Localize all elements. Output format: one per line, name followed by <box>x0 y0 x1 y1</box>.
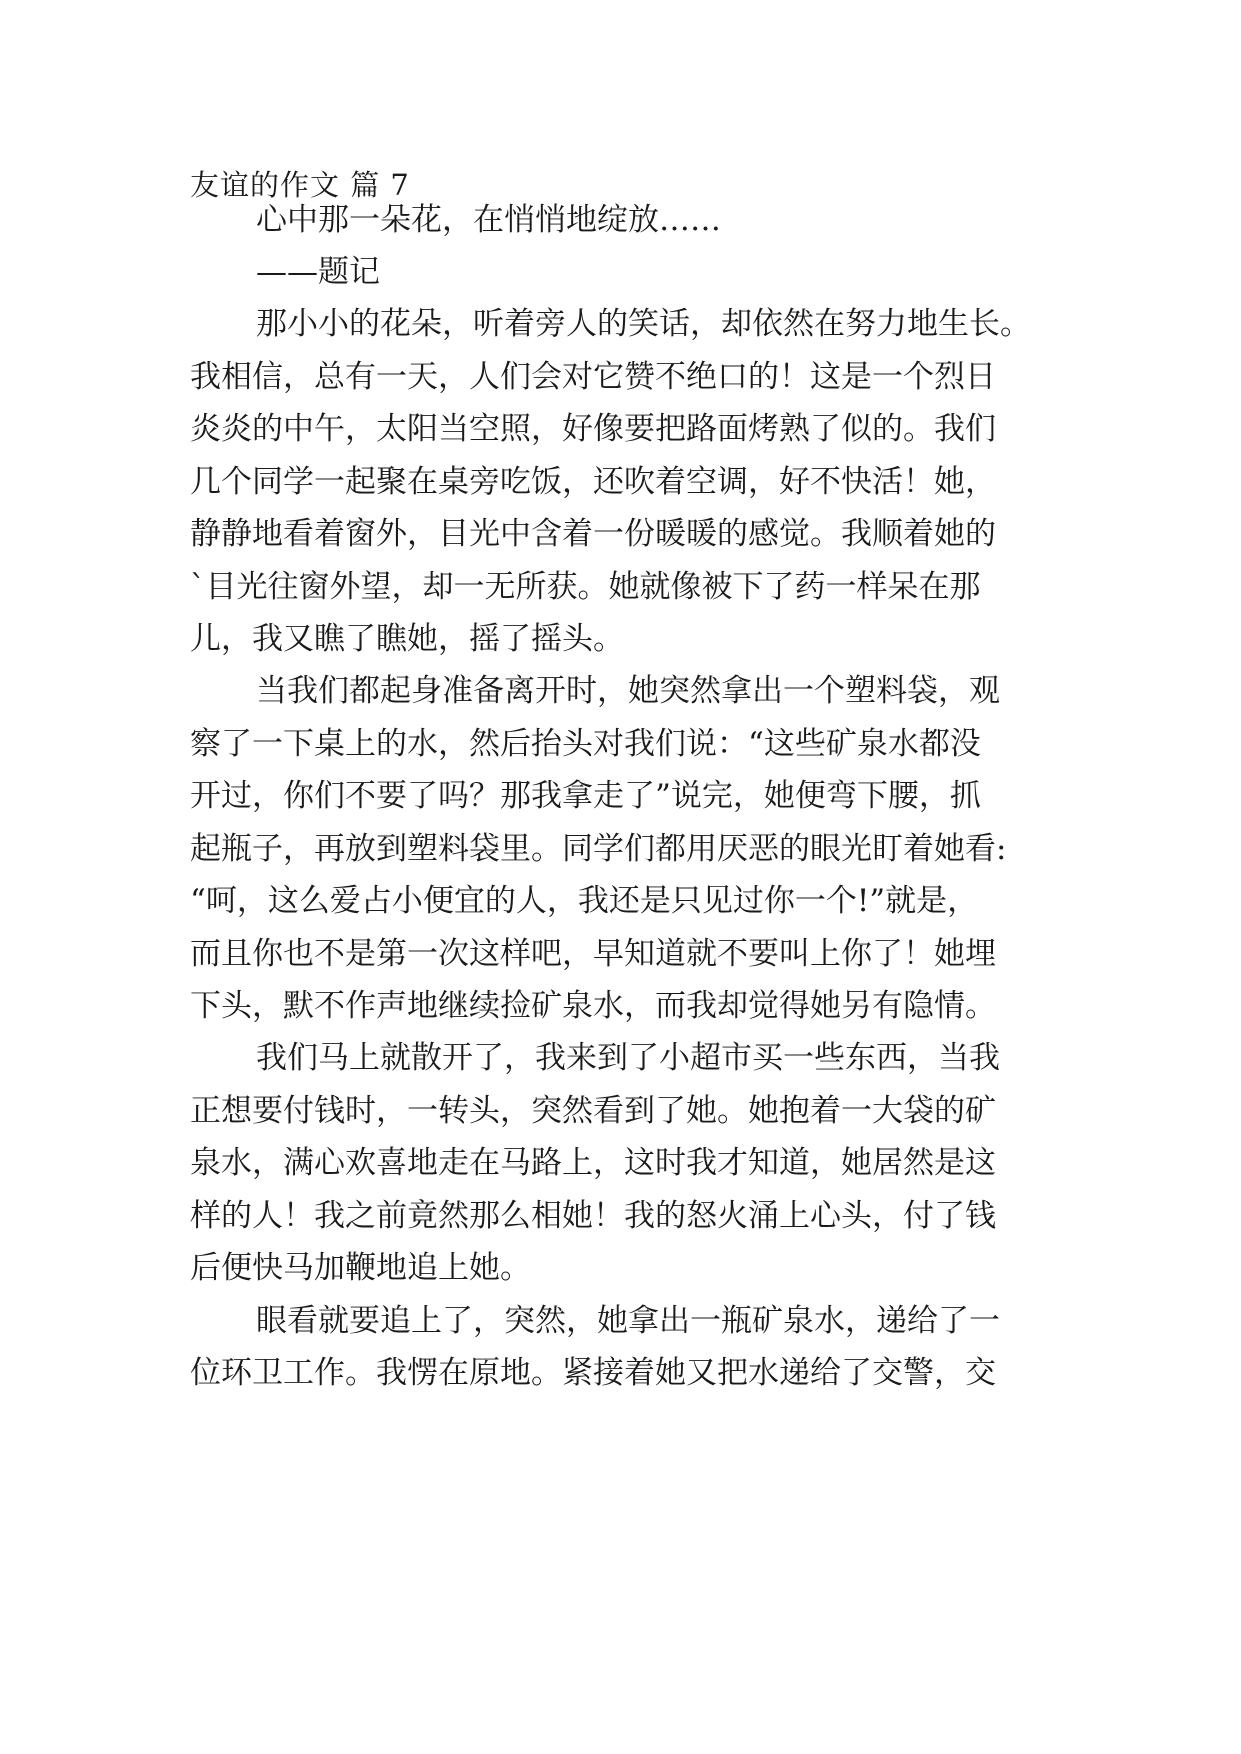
text-line: 心中那一朵花，在悄悄地绽放…… <box>256 202 721 238</box>
text-line: `目光往窗外望，却一无所获。她就像被下了药一样呆在那 <box>190 569 981 605</box>
text-line: 静静地看着窗外，目光中含着一份暖暖的感觉。我顺着她的 <box>190 516 996 552</box>
text-line: 正想要付钱时，一转头，突然看到了她。她抱着一大袋的矿 <box>190 1093 996 1129</box>
text-line: 儿，我又瞧了瞧她，摇了摇头。 <box>190 621 624 657</box>
text-line: 而且你也不是第一次这样吧，早知道就不要叫上你了！她埋 <box>190 936 996 972</box>
text-line: 当我们都起身准备离开时，她突然拿出一个塑料袋，观 <box>256 673 1000 709</box>
text-line: ——题记 <box>256 254 380 290</box>
text-line: 后便快马加鞭地追上她。 <box>190 1250 531 1286</box>
text-line: 位环卫工作。我愣在原地。紧接着她又把水递给了交警，交 <box>190 1355 996 1391</box>
text-line: 样的人！我之前竟然那么相她！我的怒火涌上心头，付了钱 <box>190 1198 996 1234</box>
text-line: 泉水，满心欢喜地走在马路上，这时我才知道，她居然是这 <box>190 1145 996 1181</box>
text-line: 起瓶子，再放到塑料袋里。同学们都用厌恶的眼光盯着她看: <box>190 831 1007 867</box>
text-line: 我们马上就散开了，我来到了小超市买一些东西，当我 <box>256 1040 1000 1076</box>
text-line: 炎炎的中午，太阳当空照，好像要把路面烤熟了似的。我们 <box>190 411 996 447</box>
text-line: 察了一下桌上的水，然后抬头对我们说：“这些矿泉水都没 <box>190 726 981 762</box>
text-line: 那小小的花朵，听着旁人的笑话，却依然在努力地生长。 <box>256 306 1031 342</box>
text-line: 我相信，总有一天，人们会对它赞不绝口的！这是一个烈日 <box>190 359 996 395</box>
text-line: “呵，这么爱占小便宜的人，我还是只见过你一个!”就是， <box>190 883 979 919</box>
document-title: 友谊的作文 篇 7 <box>190 168 410 202</box>
text-line: 开过，你们不要了吗？那我拿走了”说完，她便弯下腰，抓 <box>190 778 981 814</box>
text-line: 几个同学一起聚在桌旁吃饭，还吹着空调，好不快活！她， <box>190 464 996 500</box>
text-line: 眼看就要追上了，突然，她拿出一瓶矿泉水，递给了一 <box>256 1303 1000 1339</box>
text-line: 下头，默不作声地继续捡矿泉水，而我却觉得她另有隐情。 <box>190 988 996 1024</box>
